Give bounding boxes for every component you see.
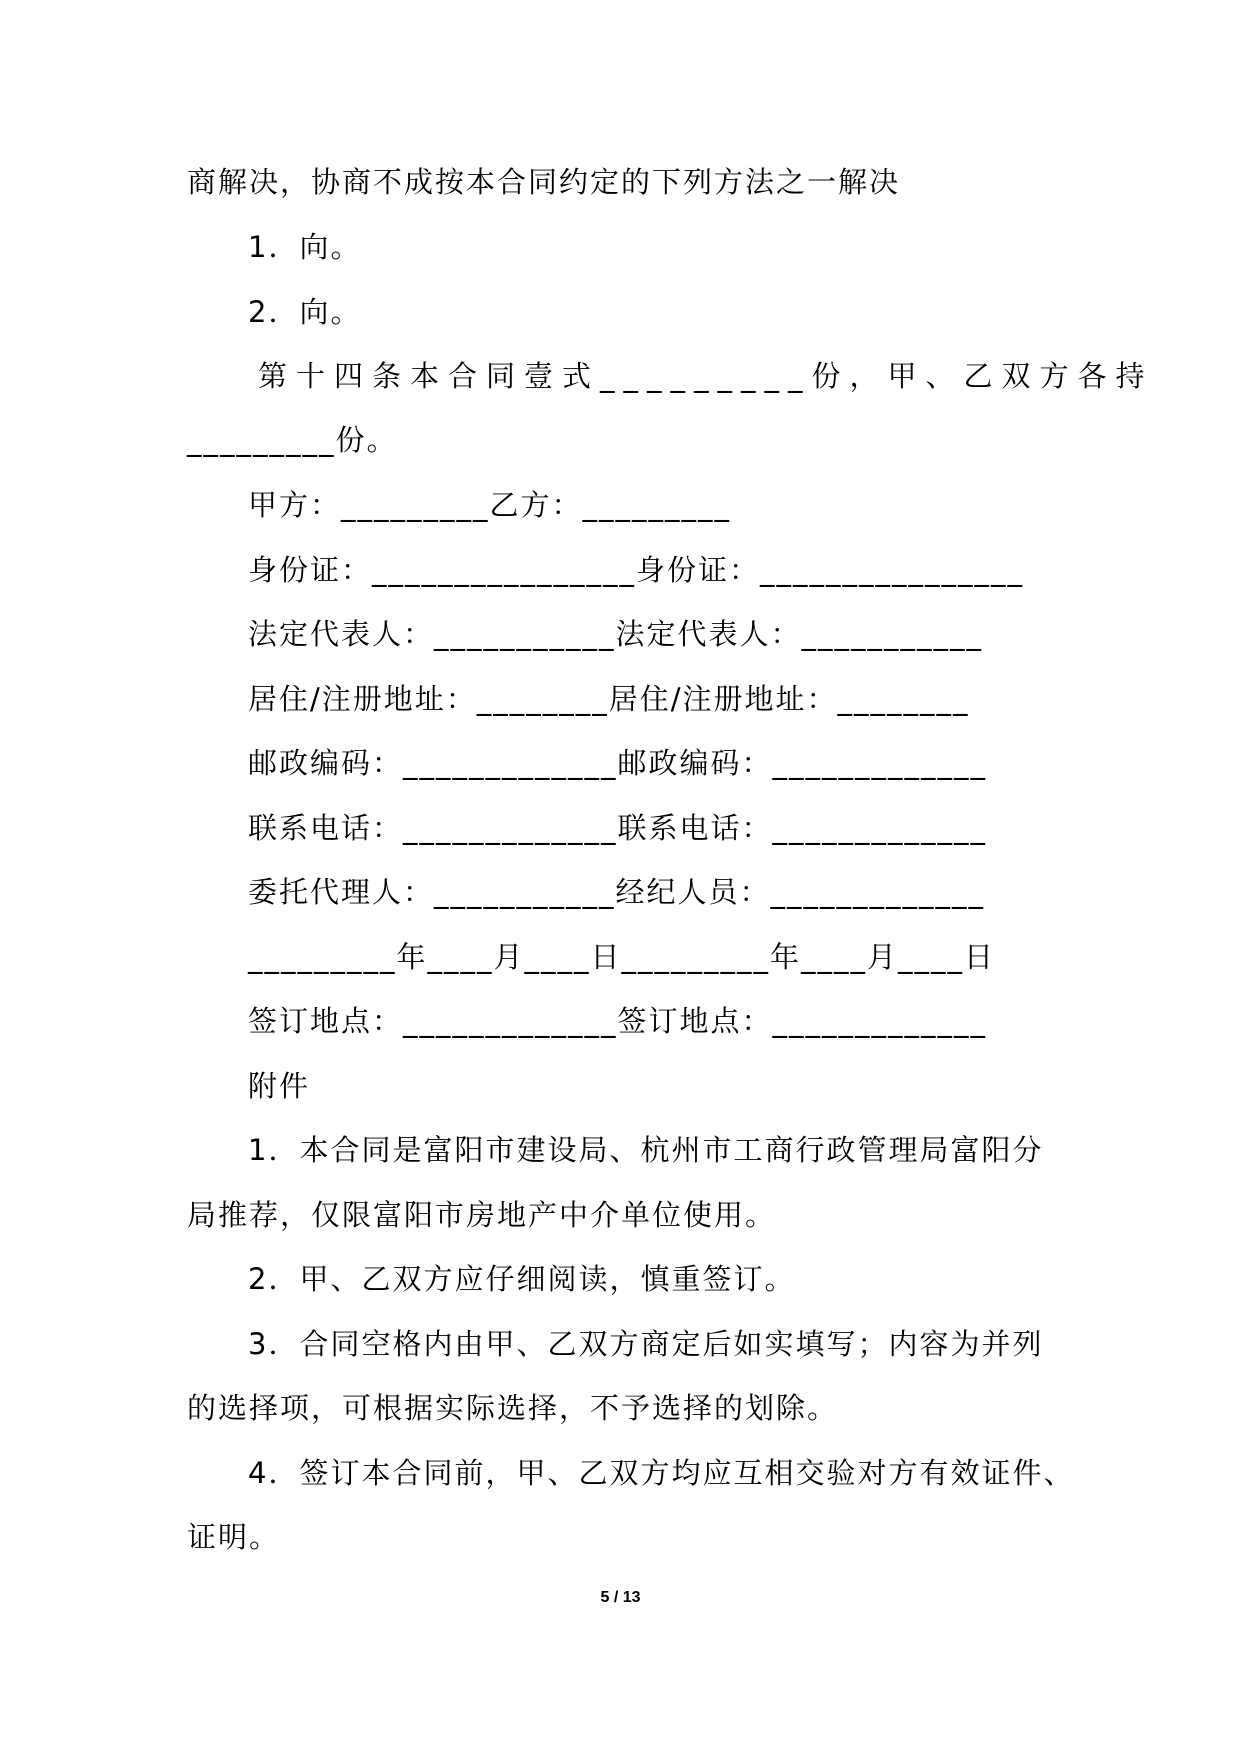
address-field: 居住/注册地址：________居住/注册地址：________ — [248, 682, 970, 716]
paragraph-line: 商解决，协商不成按本合同约定的下列方法之一解决 — [187, 165, 901, 199]
date-field: _________年____月____日_________年____月____日 — [248, 940, 996, 974]
appendix-item-1: 1．本合同是富阳市建设局、杭州市工商行政管理局富阳分 — [248, 1133, 1044, 1167]
id-card-field: 身份证：________________身份证：________________ — [248, 553, 1025, 587]
appendix-item-4: 4．签订本合同前，甲、乙双方均应互相交验对方有效证件、 — [248, 1456, 1075, 1490]
agent-field: 委托代理人：___________经纪人员：_____________ — [248, 875, 986, 909]
postal-code-field: 邮政编码：_____________邮政编码：_____________ — [248, 746, 988, 780]
appendix-item-2: 2．甲、乙双方应仔细阅读，慎重签订。 — [248, 1262, 796, 1296]
article-14-continuation: _________份。 — [187, 423, 398, 457]
party-a-b-field: 甲方：_________乙方：_________ — [248, 488, 732, 522]
legal-representative-field: 法定代表人：___________法定代表人：___________ — [248, 617, 984, 651]
appendix-item-3-continuation: 的选择项，可根据实际选择，不予选择的划除。 — [187, 1391, 839, 1425]
appendix-item-1-continuation: 局推荐，仅限富阳市房地产中介单位使用。 — [187, 1198, 777, 1232]
signing-place-field: 签订地点：_____________签订地点：_____________ — [248, 1004, 988, 1038]
phone-field: 联系电话：_____________联系电话：_____________ — [248, 811, 988, 845]
list-item-2: 2．向。 — [248, 295, 362, 329]
appendix-item-4-continuation: 证明。 — [187, 1520, 281, 1554]
page-number: 5 / 13 — [600, 1589, 641, 1606]
appendix-heading: 附件 — [248, 1069, 311, 1103]
appendix-item-3: 3．合同空格内由甲、乙双方商定后如实填写；内容为并列 — [248, 1327, 1044, 1361]
list-item-1: 1．向。 — [248, 230, 362, 264]
article-14-line: 第十四条本合同壹式_________份，甲、乙双方各持 — [258, 359, 1154, 393]
